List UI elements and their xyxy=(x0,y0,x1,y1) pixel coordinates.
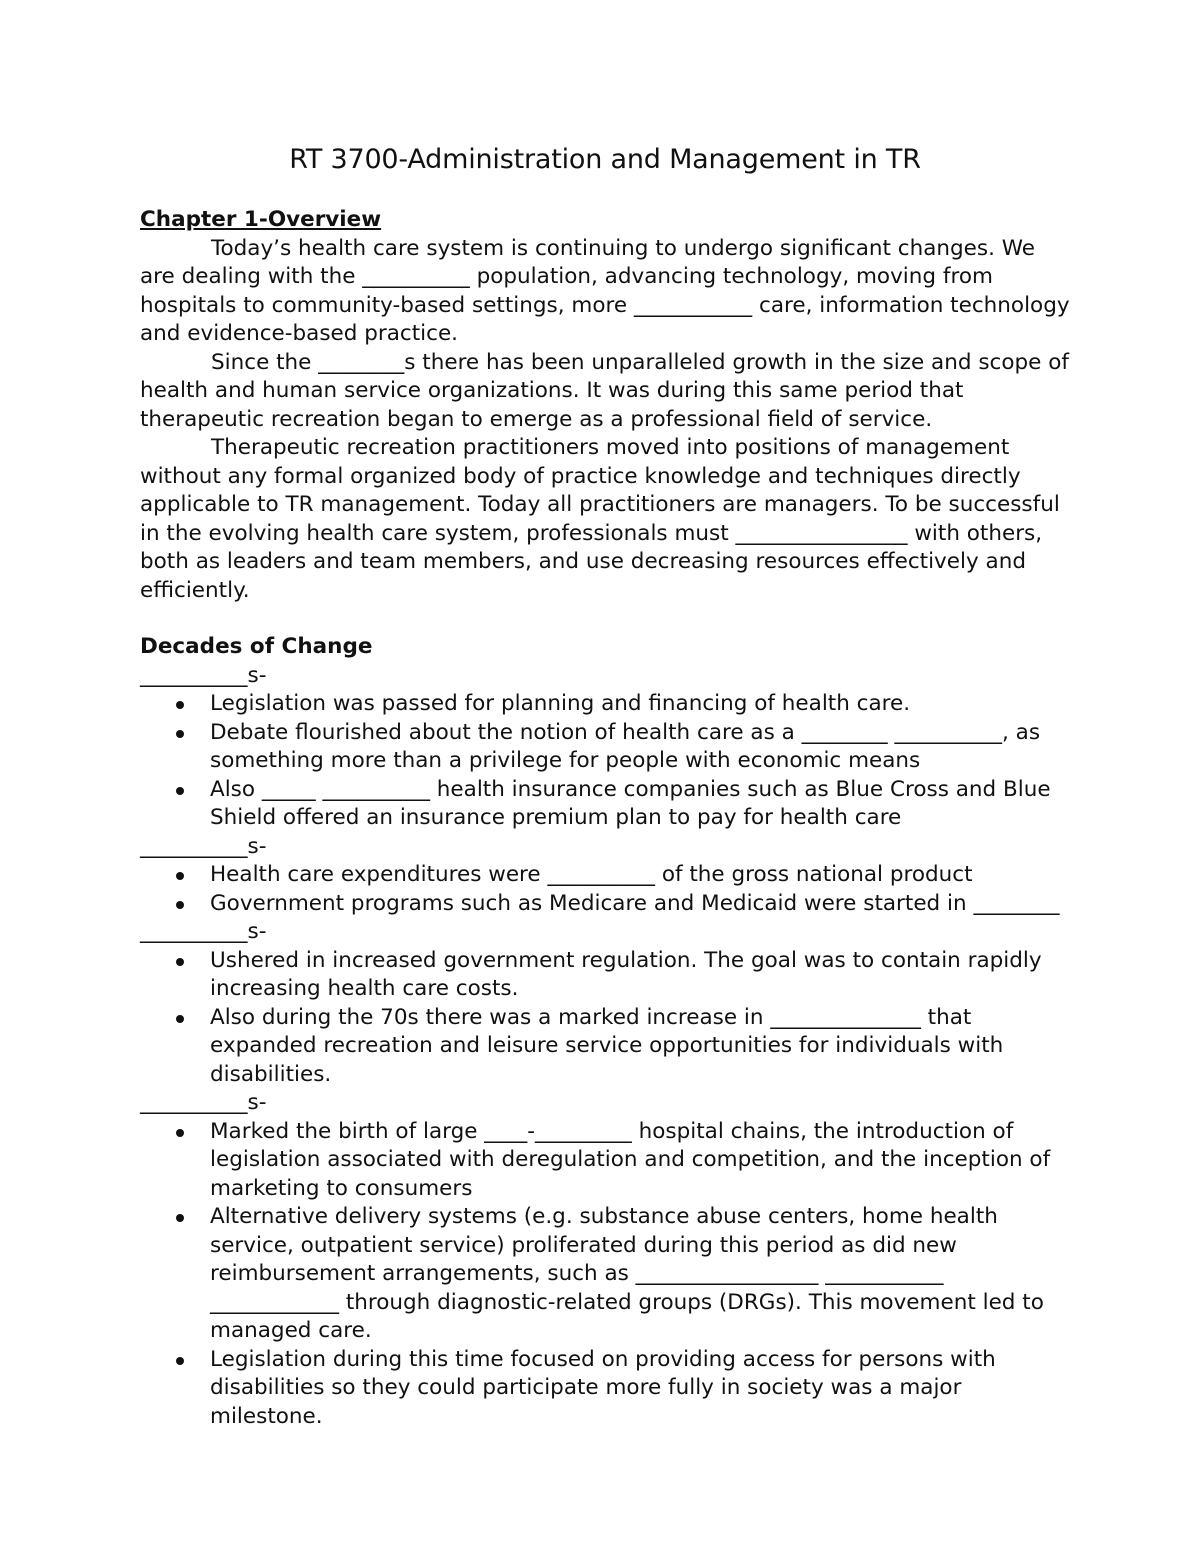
decade-label: __________s- xyxy=(140,662,267,688)
list-item: Ushered in increased government regulation. The goal was to contain rapidly increasing health care costs. xyxy=(210,947,1070,1004)
list-item: Legislation during this time focused on providing access for persons with disabilities so they could participate more fully in society was a major milestone. xyxy=(210,1346,1070,1432)
list-item: Marked the birth of large ____-_________ hospital chains, the introduction of legislation associated with deregulation and competition, and the inception of marketing to consumers xyxy=(210,1118,1070,1204)
decade-block xyxy=(140,1089,1070,1431)
paragraph: Today’s health care system is continuing to undergo significant changes. We are dealing with the __________ population, advancing technology, moving from hospitals to community-based settings, more ___________ care, information technology and evidence-based practice. xyxy=(140,235,1070,346)
chapter-heading: Chapter 1-Overview xyxy=(140,207,382,232)
list-item: Alternative delivery systems (e.g. substance abuse centers, home health service, outpatient service) proliferated during this period as did new reimbursement arrangements, such as _________________ ___________ ____________ through diagnostic-related groups (DRGs). This movement led to managed care. xyxy=(210,1203,1070,1346)
bullet-list xyxy=(140,690,1070,833)
paragraph: Since the ________s there has been unparalleled growth in the size and scope of health and human service organizations. It was during this same period that therapeutic recreation began to emerge as a professional field of service. xyxy=(140,349,1069,432)
decade-block xyxy=(140,662,1070,833)
chapter-section xyxy=(140,206,1070,605)
decade-label: __________s- xyxy=(140,1090,267,1115)
bullet-list xyxy=(140,861,1070,918)
bullet-list xyxy=(140,947,1070,1090)
list-item: Health care expenditures were __________ of the gross national product xyxy=(210,861,1070,890)
document-page xyxy=(140,142,1070,1431)
decades-section xyxy=(140,633,1070,1431)
list-item: Government programs such as Medicare and Medicaid were started in ________ xyxy=(210,890,1070,919)
decade-block xyxy=(140,918,1070,1089)
list-item: Legislation was passed for planning and financing of health care. xyxy=(210,690,1070,719)
bullet-list xyxy=(140,1118,1070,1432)
list-item: Also _____ __________ health insurance companies such as Blue Cross and Blue Shield offered an insurance premium plan to pay for health care xyxy=(210,776,1070,833)
decade-label: __________s- xyxy=(140,833,267,859)
decade-block xyxy=(140,833,1070,919)
section-heading: Decades of Change xyxy=(140,634,373,659)
document-title: RT 3700-Administration and Management in TR xyxy=(289,144,921,175)
paragraph: Therapeutic recreation practitioners moved into positions of management without any formal organized body of practice knowledge and techniques directly applicable to TR management. Today all practitioners are managers. To be successful in the evolving health care system, professionals must ________________ with others, both as leaders and team members, and use decreasing resources effectively and efficiently. xyxy=(140,435,1060,603)
list-item: Also during the 70s there was a marked increase in ______________ that expanded recreation and leisure service opportunities for individuals with disabilities. xyxy=(210,1004,1070,1090)
list-item: Debate flourished about the notion of health care as a ________ __________, as something more than a privilege for people with economic means xyxy=(210,719,1070,776)
decade-label: __________s- xyxy=(140,919,267,944)
